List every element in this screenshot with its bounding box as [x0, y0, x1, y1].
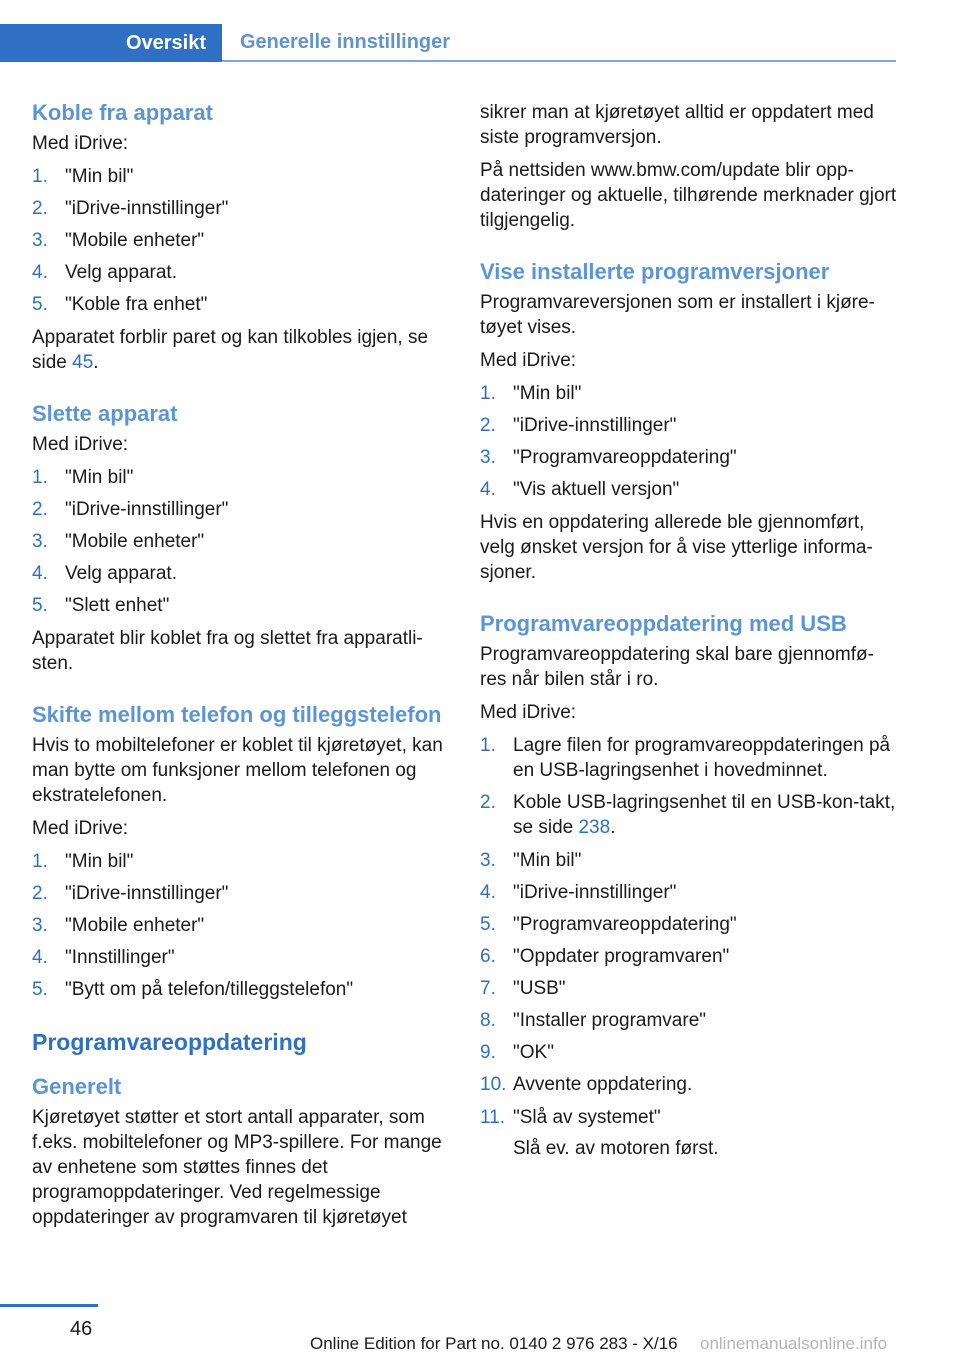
page-link-238[interactable]: 238: [578, 817, 611, 838]
list-item: [32, 497, 450, 522]
list-item: [480, 1040, 898, 1065]
list-item: [480, 445, 898, 470]
step-text: Lagre filen for programvareoppdateringen på en USB-lagringsenhet i hovedminnet.: [513, 735, 891, 781]
paragraph: Programvareversjonen som er installert i kjøre-tøyet vises.: [480, 292, 875, 338]
step-number: 5.: [32, 595, 48, 616]
step-list: [480, 848, 898, 1097]
section-title: Slette apparat: [32, 401, 178, 426]
step-number: 4.: [480, 882, 496, 903]
step-text: "Vis aktuell versjon": [513, 479, 680, 500]
step-text: "Mobile enheter": [65, 915, 205, 936]
step-number: 5.: [32, 979, 48, 1000]
section-title: Skifte mellom telefon og tilleggstelefon: [32, 702, 442, 727]
step-text: "iDrive-innstillinger": [513, 882, 677, 903]
step-text: "Programvareoppdatering": [513, 447, 737, 468]
list-item: [480, 477, 898, 502]
paragraph: Programvareoppdatering skal bare gjennomfø-res når bilen står i ro.: [480, 644, 874, 690]
step-list: [32, 849, 450, 1002]
step-text: "Mobile enheter": [65, 531, 205, 552]
list-item: [32, 228, 450, 253]
paragraph: sikrer man at kjøretøyet alltid er oppdatert med siste programversjon.: [480, 102, 874, 148]
intro-text: Med iDrive:: [480, 350, 577, 371]
tab-generelle-innstillinger[interactable]: Generelle innstillinger: [222, 24, 896, 62]
section-title: Koble fra apparat: [32, 100, 213, 125]
list-item: [480, 944, 898, 969]
intro-text: Med iDrive:: [32, 133, 129, 154]
step-number: 3.: [32, 915, 48, 936]
paragraph: Kjøretøyet støtter et stort antall apparater, som f.eks. mobiltelefoner og MP3-spillere. For mange av enhetene som støttes finnes det programoppdateringer. Ved regelmessige oppdateringer av programvaren til kjøretøyet: [32, 1107, 442, 1228]
edition-text: Online Edition for Part no. 0140 2 976 283 - X/16: [310, 1334, 678, 1353]
step-list: [480, 381, 898, 502]
left-column: [32, 100, 450, 1238]
watermark: onlinemanualsonline.info: [700, 1334, 888, 1353]
step-number: 2.: [32, 499, 48, 520]
paragraph: Apparatet forblir paret og kan tilkobles igjen, se side 45.: [32, 327, 429, 373]
header-bar: [0, 24, 896, 62]
step-number: 2.: [480, 415, 496, 436]
list-item: [32, 977, 450, 1002]
step-text: "Koble fra enhet": [65, 294, 208, 315]
step-number: 7.: [480, 978, 496, 999]
step-text: "Installer programvare": [513, 1010, 707, 1031]
list-item: [32, 561, 450, 586]
step-text: Velg apparat.: [65, 563, 177, 584]
right-column: [480, 100, 898, 1169]
list-item: [480, 381, 898, 406]
list-item: [32, 164, 450, 189]
step-number: 9.: [480, 1042, 496, 1063]
step-text: "Slett enhet": [65, 595, 170, 616]
paragraph: Hvis to mobiltelefoner er koblet til kjøretøyet, kan man bytte om funksjoner mellom telefonen og ekstratelefonen.: [32, 735, 443, 806]
step-number: 1.: [480, 383, 496, 404]
tab-oversikt[interactable]: Oversikt: [0, 24, 222, 62]
step-text: "iDrive-innstillinger": [513, 415, 677, 436]
list-item: [480, 912, 898, 937]
step-note: Slå ev. av motoren først.: [513, 1138, 719, 1159]
step-text: "Min bil": [513, 383, 582, 404]
list-item: [32, 292, 450, 317]
list-item: [32, 529, 450, 554]
list-item: [32, 260, 450, 285]
step-text: "Min bil": [65, 467, 134, 488]
step-text: "Oppdater programvaren": [513, 946, 730, 967]
list-item: [480, 1008, 898, 1033]
step-text: Avvente oppdatering.: [513, 1074, 693, 1095]
step-list: [32, 465, 450, 618]
step-number: 4.: [32, 947, 48, 968]
step-text: Velg apparat.: [65, 262, 177, 283]
step-number: 3.: [480, 850, 496, 871]
step-text: "iDrive-innstillinger": [65, 499, 229, 520]
step-number: 4.: [32, 563, 48, 584]
step-number: 1.: [32, 851, 48, 872]
paragraph: På nettsiden www.bmw.com/update blir opp-dateringer og aktuelle, tilhørende merknader gjort tilgjengelig.: [480, 160, 897, 231]
step-text: "OK": [513, 1042, 554, 1063]
step-number: 5.: [480, 914, 496, 935]
step-number: 4.: [32, 262, 48, 283]
step-number: 10.: [480, 1074, 507, 1095]
step-number: 1.: [32, 166, 48, 187]
step-number: 5.: [32, 294, 48, 315]
step-list: [480, 733, 898, 840]
list-item: [480, 880, 898, 905]
step-text: "USB": [513, 978, 566, 999]
chapter-title: Programvareoppdatering: [32, 1029, 307, 1055]
paragraph: Apparatet blir koblet fra og slettet fra apparatli-sten.: [32, 628, 423, 674]
page-number: 46: [70, 1318, 93, 1340]
step-number: 8.: [480, 1010, 496, 1031]
step-text: "Programvareoppdatering": [513, 914, 737, 935]
section-title: Programvareoppdatering med USB: [480, 611, 847, 636]
list-item: [32, 881, 450, 906]
step-number: 3.: [480, 447, 496, 468]
step-number: 2.: [480, 792, 496, 813]
list-item: [480, 733, 898, 783]
step-text: "Min bil": [65, 851, 134, 872]
step-text: "Innstillinger": [65, 947, 175, 968]
step-number: 1.: [32, 467, 48, 488]
step-text: "Mobile enheter": [65, 230, 205, 251]
section-title: Generelt: [32, 1074, 122, 1099]
step-text: "Min bil": [513, 850, 582, 871]
list-item: [32, 945, 450, 970]
step-number: 6.: [480, 946, 496, 967]
list-item: [32, 465, 450, 490]
intro-text: Med iDrive:: [32, 434, 129, 455]
intro-text: Med iDrive:: [480, 702, 577, 723]
step-number: 2.: [32, 883, 48, 904]
list-item: [32, 849, 450, 874]
step-text: "iDrive-innstillinger": [65, 198, 229, 219]
step-text: "Slå av systemet": [513, 1107, 661, 1128]
list-item: 2. Koble USB-lagringsenhet til en USB-kon-takt, se side 238.: [480, 792, 896, 838]
step-number: 4.: [480, 479, 496, 500]
step-number: 3.: [32, 230, 48, 251]
list-item: [480, 413, 898, 438]
step-number: 1.: [480, 735, 496, 756]
footer-divider: [0, 1304, 98, 1307]
step-number: 11.: [480, 1107, 506, 1128]
step-number: 3.: [32, 531, 48, 552]
step-list: [32, 164, 450, 317]
list-item: [480, 1072, 898, 1097]
step-number: 2.: [32, 198, 48, 219]
list-item: [480, 976, 898, 1001]
step-text: "Min bil": [65, 166, 134, 187]
paragraph: Hvis en oppdatering allerede ble gjennomført, velg ønsket versjon for å vise ytterlige informa-sjoner.: [480, 512, 873, 583]
step-list: [480, 1105, 898, 1161]
list-item: [32, 913, 450, 938]
step-text: "Bytt om på telefon/tilleggstelefon": [65, 979, 354, 1000]
list-item: [480, 1105, 898, 1161]
list-item: [32, 196, 450, 221]
section-title: Vise installerte programversjoner: [480, 259, 830, 284]
list-item: [32, 593, 450, 618]
step-text: "iDrive-innstillinger": [65, 883, 229, 904]
list-item: [480, 848, 898, 873]
page-link-45[interactable]: 45: [72, 352, 94, 373]
intro-text: Med iDrive:: [32, 818, 129, 839]
